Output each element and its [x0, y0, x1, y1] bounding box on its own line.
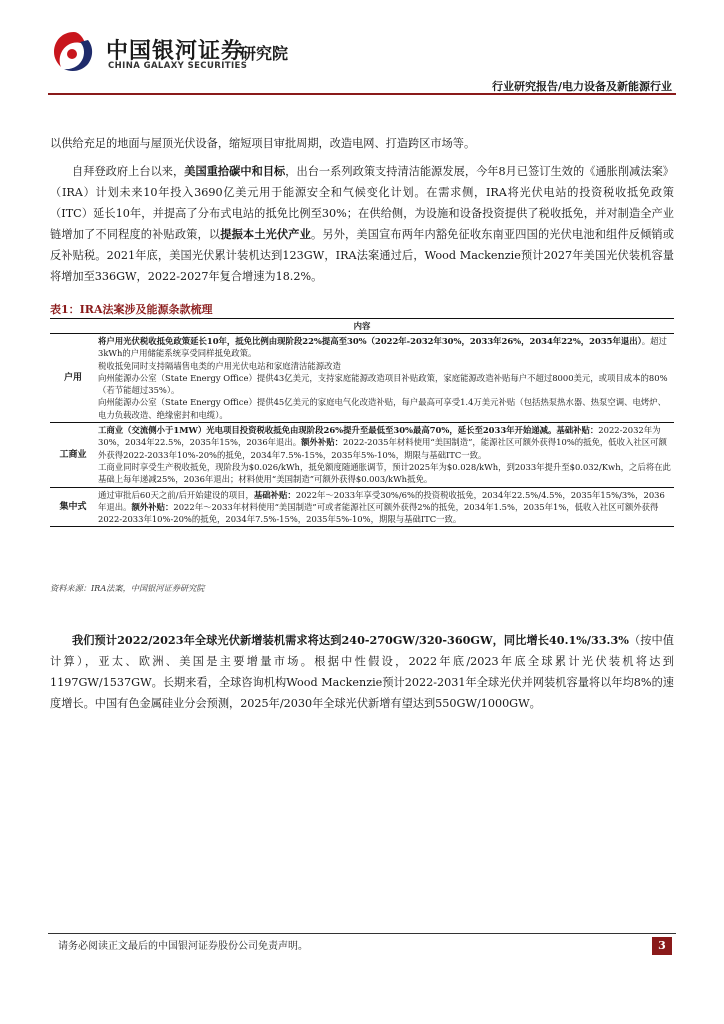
row-line-text: 向州能源办公室（State Energy Office）提供45亿美元的家庭电气化改造补贴，每户最高可享受1.4万美元补贴（包括热泵热水器、热泵空调、电烤炉、电力负载改造、绝缘密封和电缆）。 [98, 397, 667, 420]
row-line-text: 2022-2032年为30%，2034年22.5%，2035年15%，2036年退出。 [98, 425, 661, 448]
row-category: 集中式 [50, 487, 96, 527]
paragraph-2 [50, 161, 674, 287]
paragraph-1 [50, 133, 674, 154]
institute-label: 研究院 [240, 44, 289, 63]
page-number: 3 [652, 937, 672, 955]
disclaimer-text: 请务必阅读正文最后的中国银河证券股份公司免责声明。 [58, 941, 308, 952]
brand-name-en: CHINA GALAXY SECURITIES [108, 61, 248, 71]
header-divider [48, 93, 676, 95]
row-content [96, 334, 674, 423]
row-line-text: 工商业同时享受生产税收抵免，现阶段为$0.026/kWh，抵免额度随通胀调节，预计2025年为$0.028/kWh，到2033年提升至$0.032/Kwh，之后将在此基础上每年递减25%，2036年退出；材料使用“美国制造”可额外获得$0.003/kWh抵免。 [98, 461, 671, 485]
row-line-text: 。超过3kWh的户用储能系统享受同样抵免政策。 [98, 336, 667, 359]
p2-text-c: ，出台一系列政策支持清洁能源发展，今年8月已签订生效的《通胀削减法案》（IRA）计划未来10年投入3690亿美元用于能源安全和气候变化计划。在需求侧，IRA将光伏电站的投资税收抵免政策（ITC）延长10年，并提高了分布式电站的抵免比例至30%；在供给侧，为设施和设备投资提供了税收抵免，并对制造全产业链增加了不同程度的补贴政策，以 [50, 165, 674, 241]
row-line-bold: 额外补贴： [131, 501, 174, 512]
row-line-text: 通过审批后60天之前/后开始建设的项目， [98, 489, 254, 500]
row-line-text: 2022年～2033年材料使用“美国制造”可或者能源社区可额外获得2%的抵免，2034年1.5%，2035年1%，低收入社区可额外获得2022-2033年10%-20%的抵免，2034年7.5%-15%，2035年5%-10%，期限与基础ITC一致。 [98, 501, 659, 525]
table-source: 资料来源：IRA法案，中国银河证券研究院 [50, 583, 205, 593]
row-content [96, 487, 674, 527]
row-line-text: 向州能源办公室（State Energy Office）提供43亿美元，支持家庭能源改造项目补贴政策，家庭能源改造补贴每户不超过8000美元，或项目成本的80%（若节能超过35%）。 [98, 372, 668, 396]
p3-text: （按中值计算），亚太、欧洲、美国是主要增量市场。根据中性假设，2022年底/2023年底全球累计光伏装机将达到1197GW/1537GW。长期来看，全球咨询机构Wood Mackenzie预计2022-2031年全球光伏并网装机容量将以年均8%的速度增长。中国有色金属硅业分会预测，2025年/2030年全球光伏新增有望达到550GW/1000GW。 [50, 634, 674, 710]
row-content [96, 423, 674, 487]
row-line-text: 2022-2035年材料使用“美国制造”，能源社区可额外获得10%的抵免，低收入社区可额外获得2022-2033年10%-20%的抵免，2034年7.5%-15%，2035年5%-10%，期限与基础ITC一致。 [98, 437, 667, 460]
p2-emphasis-b: 提振本土光伏产业 [220, 227, 311, 241]
brand-name-cn: 中国银河证券 [106, 39, 245, 64]
table-title: 表1：IRA法案涉及能源条款梳理 [50, 303, 213, 316]
report-category: 行业研究报告/电力设备及新能源行业 [491, 80, 672, 93]
p2-text-e: 。另外，美国宣布两年内豁免征收东南亚四国的光伏电池和组件反倾销或反补贴税。2021年底，美国光伏累计装机达到123GW，IRA法案通过后，Wood Mackenzie预计2027年美国光伏装机容量将增加至336GW，2022-2027年复合增速为18.2%。 [50, 228, 674, 283]
row-category: 工商业 [50, 423, 96, 487]
p3-emphasis: 我们预计2022/2023年全球光伏新增装机需求将达到240-270GW/320-360GW，同比增长40.1%/33.3% [72, 633, 629, 647]
table-row [50, 487, 674, 527]
table-row [50, 423, 674, 487]
p2-emphasis-a: 美国重拾碳中和目标 [184, 164, 286, 178]
ira-policy-table [50, 318, 674, 527]
table-header: 内容 [50, 319, 674, 334]
paragraph-3 [50, 630, 674, 714]
galaxy-logo-icon [52, 30, 96, 74]
row-line-text: 税收抵免同时支持隔墙售电类的户用光伏电站和家庭清洁能源改造 [98, 360, 341, 371]
paragraph-1-text: 以供给充足的地面与屋顶光伏设备，缩短项目审批周期，改造电网、打造跨区市场等。 [50, 137, 476, 150]
row-line-bold: 额外补贴： [301, 437, 344, 448]
row-line-bold: 基础补贴： [253, 489, 296, 500]
p2-text-a: 自拜登政府上台以来， [72, 165, 185, 178]
row-line-bold: 工商业（交流侧小于1MW）光电项目投资税收抵免由现阶段26%提升至最低至30%最高70%，延长至2033年开始递减。基础补贴： [98, 425, 599, 436]
row-line-text: 2022年～2033年享受30%/6%的投资税收抵免，2034年22.5%/4.5%，2035年15%/3%，2036年退出。 [98, 489, 665, 512]
row-category: 户用 [50, 334, 96, 423]
row-line-bold: 将户用光伏税收抵免政策延长10年，抵免比例由现阶段22%提高至30%（2022年-2032年30%，2033年26%，2034年22%，2035年退出） [98, 336, 642, 346]
footer-divider [48, 933, 676, 934]
table-row [50, 334, 674, 423]
